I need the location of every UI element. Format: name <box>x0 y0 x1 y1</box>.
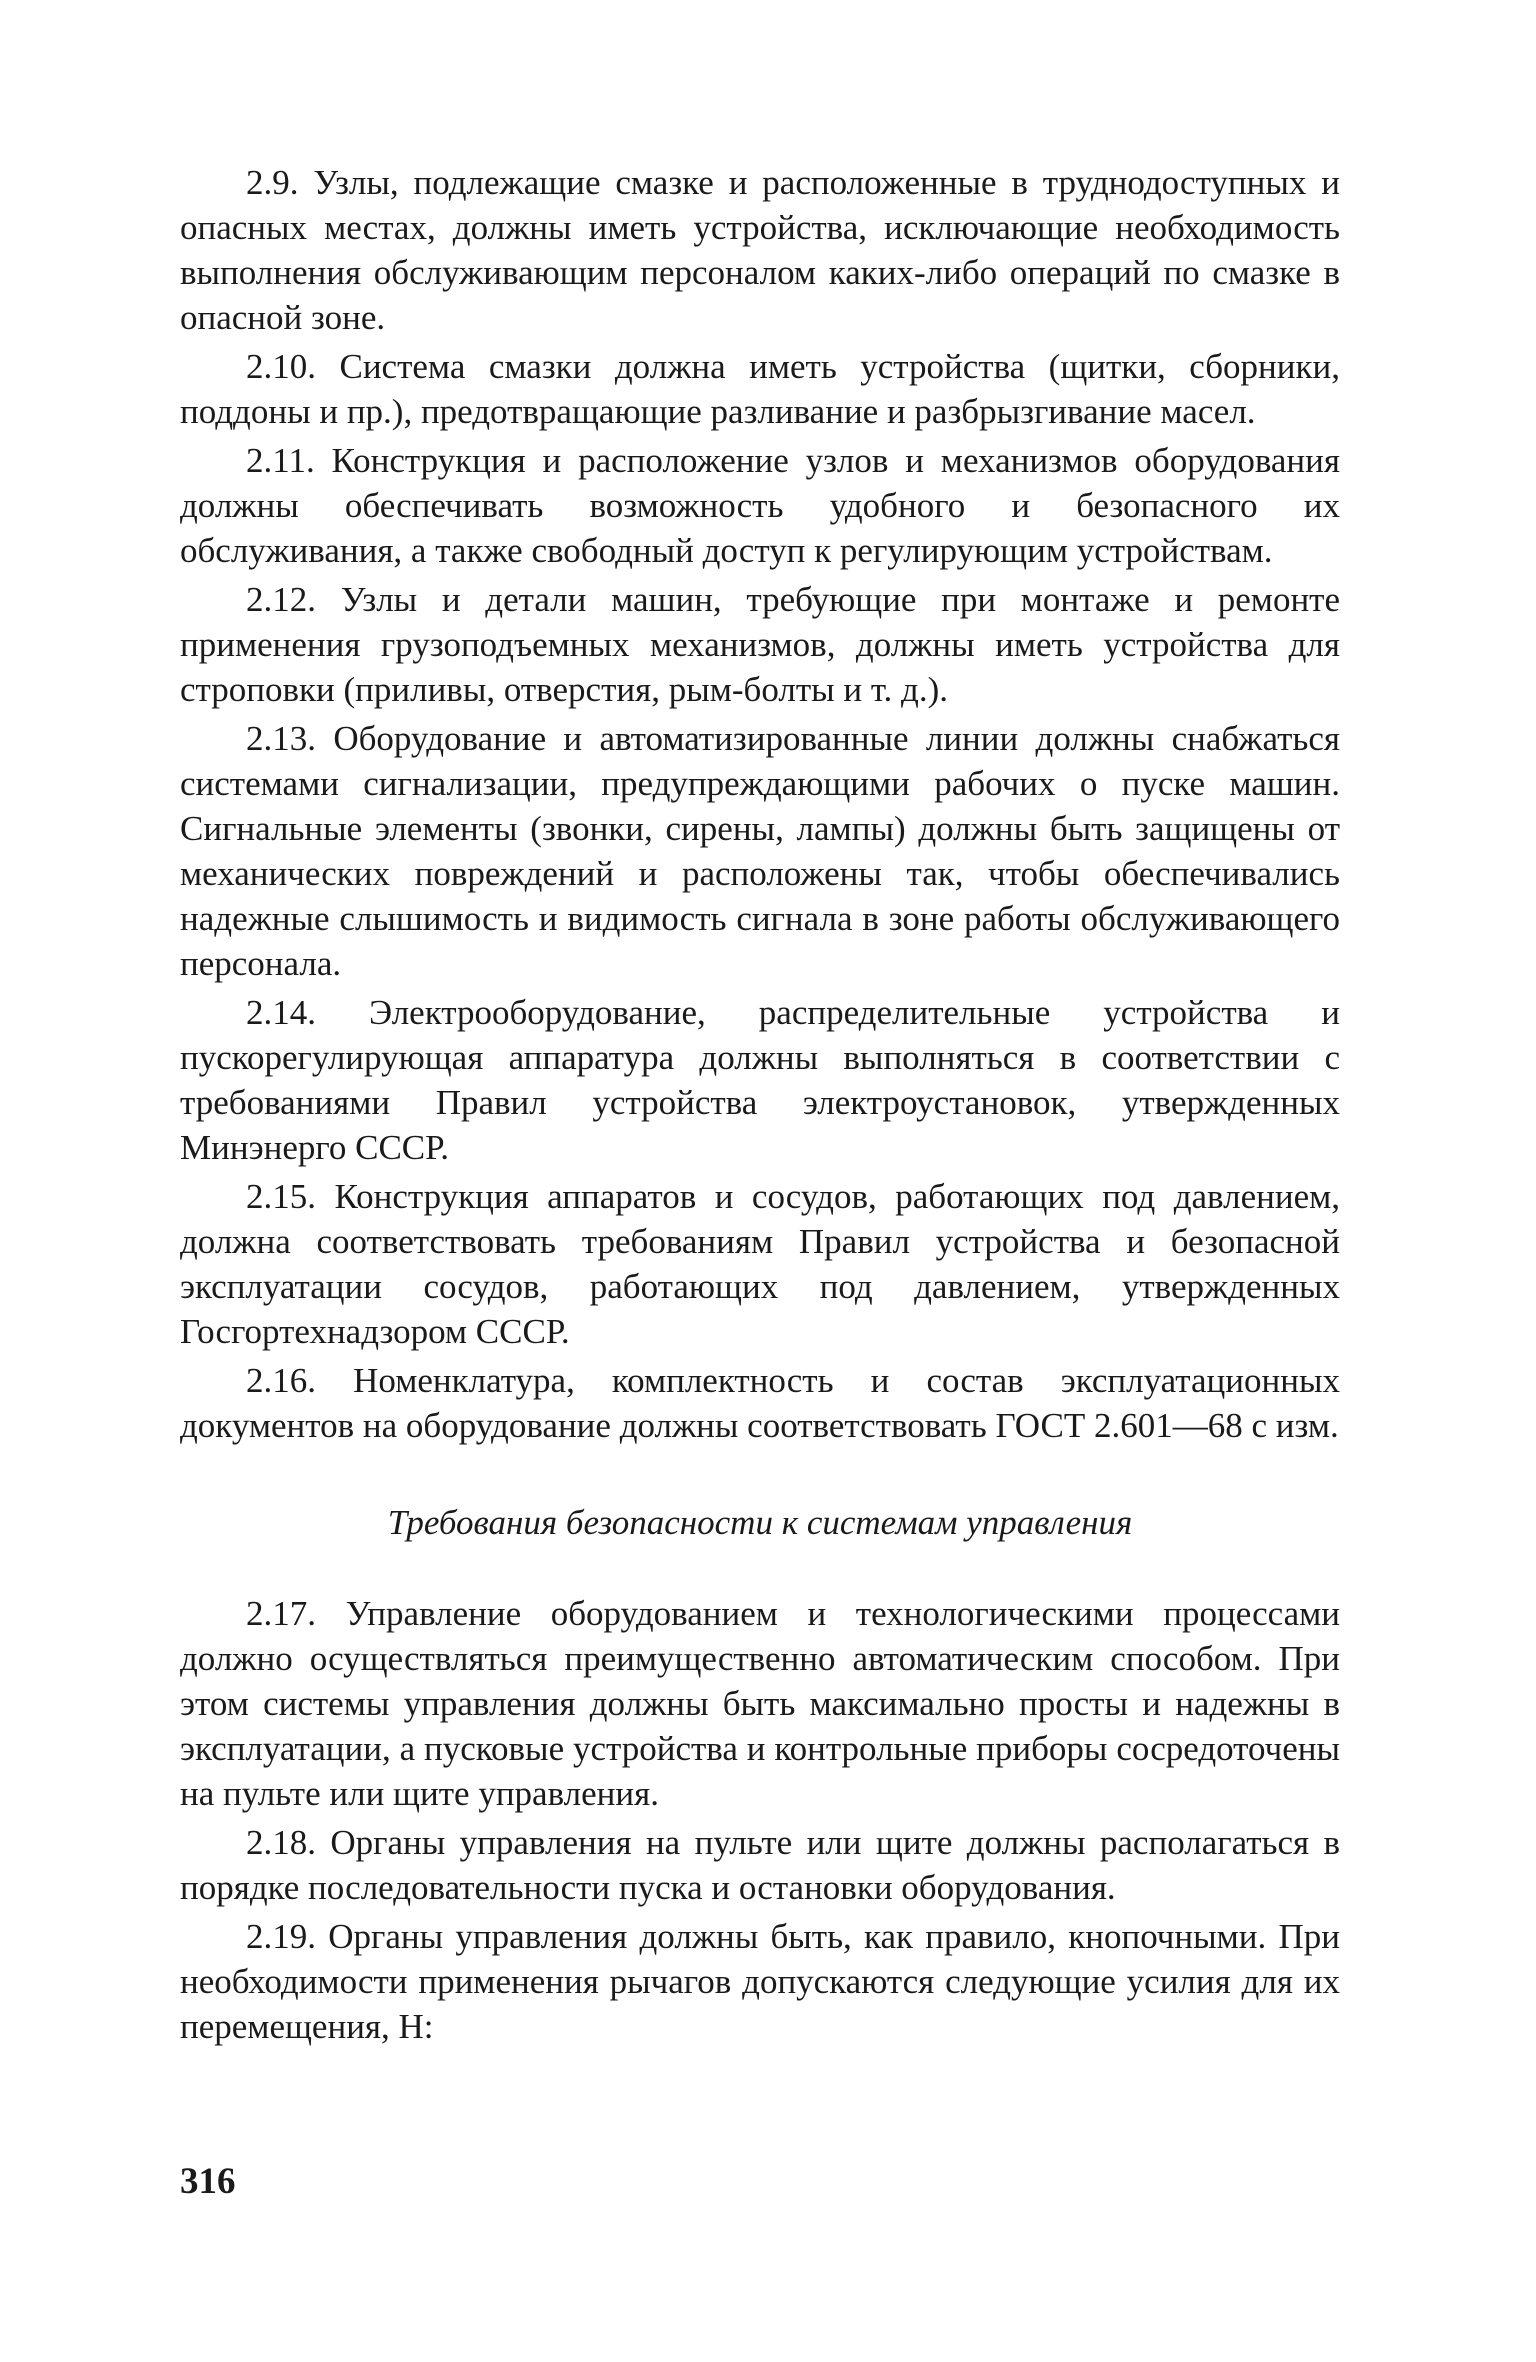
paragraph-number: 2.19. <box>246 1917 316 1956</box>
paragraph-number: 2.10. <box>246 347 316 386</box>
paragraph-2-9 <box>180 160 1340 340</box>
paragraph-2-11 <box>180 438 1340 573</box>
paragraph-2-16 <box>180 1358 1340 1448</box>
paragraph-2-17 <box>180 1591 1340 1816</box>
paragraph-2-15 <box>180 1174 1340 1354</box>
section-heading: Требования безопасности к системам управления <box>387 1503 1133 1542</box>
paragraph-2-19 <box>180 1914 1340 2049</box>
paragraph-text: Оборудование и автоматизированные линии должны снабжаться системами сигнализации, предупреждающими рабочих о пуске машин. Сигнальные элементы (звонки, сирены, лампы) должны быть защищены от механических повреждений и расположены так, чтобы обеспечивались надежные слышимость и видимость сигнала в зоне работы обслуживающего персонала. <box>180 719 1341 983</box>
paragraph-text: Электрооборудование, распределительные устройства и пускорегулирующая аппаратура должны выполняться в соответствии с требованиями Правил устройства электроустановок, утвержденных Минэнерго СССР. <box>180 993 1340 1167</box>
paragraph-2-12 <box>180 577 1340 712</box>
paragraph-number: 2.18. <box>246 1823 316 1862</box>
paragraph-text: Конструкция аппаратов и сосудов, работающих под давлением, должна соответствовать требованиям Правил устройства и безопасной эксплуатации сосудов, работающих под давлением, утвержденных Госгортехнадзором СССР. <box>180 1177 1341 1351</box>
page-number: 316 <box>180 2161 236 2202</box>
paragraph-text: Управление оборудованием и технологическими процессами должно осуществляться преимущественно автоматическим способом. При этом системы управления должны быть максимально просты и надежны в эксплуатации, а пусковые устройства и контрольные приборы сосредоточены на пульте или щите управления. <box>180 1594 1341 1813</box>
paragraph-2-18 <box>180 1820 1340 1910</box>
paragraph-number: 2.15. <box>246 1177 316 1216</box>
paragraph-number: 2.12. <box>246 580 316 619</box>
paragraph-text: Номенклатура, комплектность и состав эксплуатационных документов на оборудование должны соответствовать ГОСТ 2.601—68 с изм. <box>180 1361 1340 1445</box>
paragraph-number: 2.16. <box>246 1361 316 1400</box>
paragraph-text: Система смазки должна иметь устройства (щитки, сборники, поддоны и пр.), предотвращающие разливание и разбрызгивание масел. <box>180 347 1340 431</box>
paragraph-2-13 <box>180 716 1340 986</box>
paragraph-number: 2.17. <box>246 1594 316 1633</box>
paragraph-text: Узлы и детали машин, требующие при монтаже и ремонте применения грузоподъемных механизмов, должны иметь устройства для строповки (приливы, отверстия, рым-болты и т. д.). <box>180 580 1341 709</box>
document-page <box>180 160 1340 2053</box>
paragraph-number: 2.13. <box>246 719 316 758</box>
paragraph-number: 2.9. <box>246 163 299 202</box>
paragraph-number: 2.14. <box>246 993 316 1032</box>
paragraph-2-10 <box>180 344 1340 434</box>
paragraph-text: Конструкция и расположение узлов и механизмов оборудования должны обеспечивать возможность удобного и безопасного их обслуживания, а также свободный доступ к регулирующим устройствам. <box>180 441 1340 570</box>
paragraph-number: 2.11. <box>246 441 315 480</box>
paragraph-2-14 <box>180 990 1340 1170</box>
paragraph-text: Органы управления должны быть, как правило, кнопочными. При необходимости применения рычагов допускаются следующие усилия для их перемещения, Н: <box>180 1917 1341 2046</box>
paragraph-text: Органы управления на пульте или щите должны располагаться в порядке последовательности пуска и остановки оборудования. <box>180 1823 1341 1907</box>
paragraph-text: Узлы, подлежащие смазке и расположенные в труднодоступных и опасных местах, должны иметь устройства, исключающие необходимость выполнения обслуживающим персоналом каких-либо операций по смазке в опасной зоне. <box>180 163 1340 337</box>
